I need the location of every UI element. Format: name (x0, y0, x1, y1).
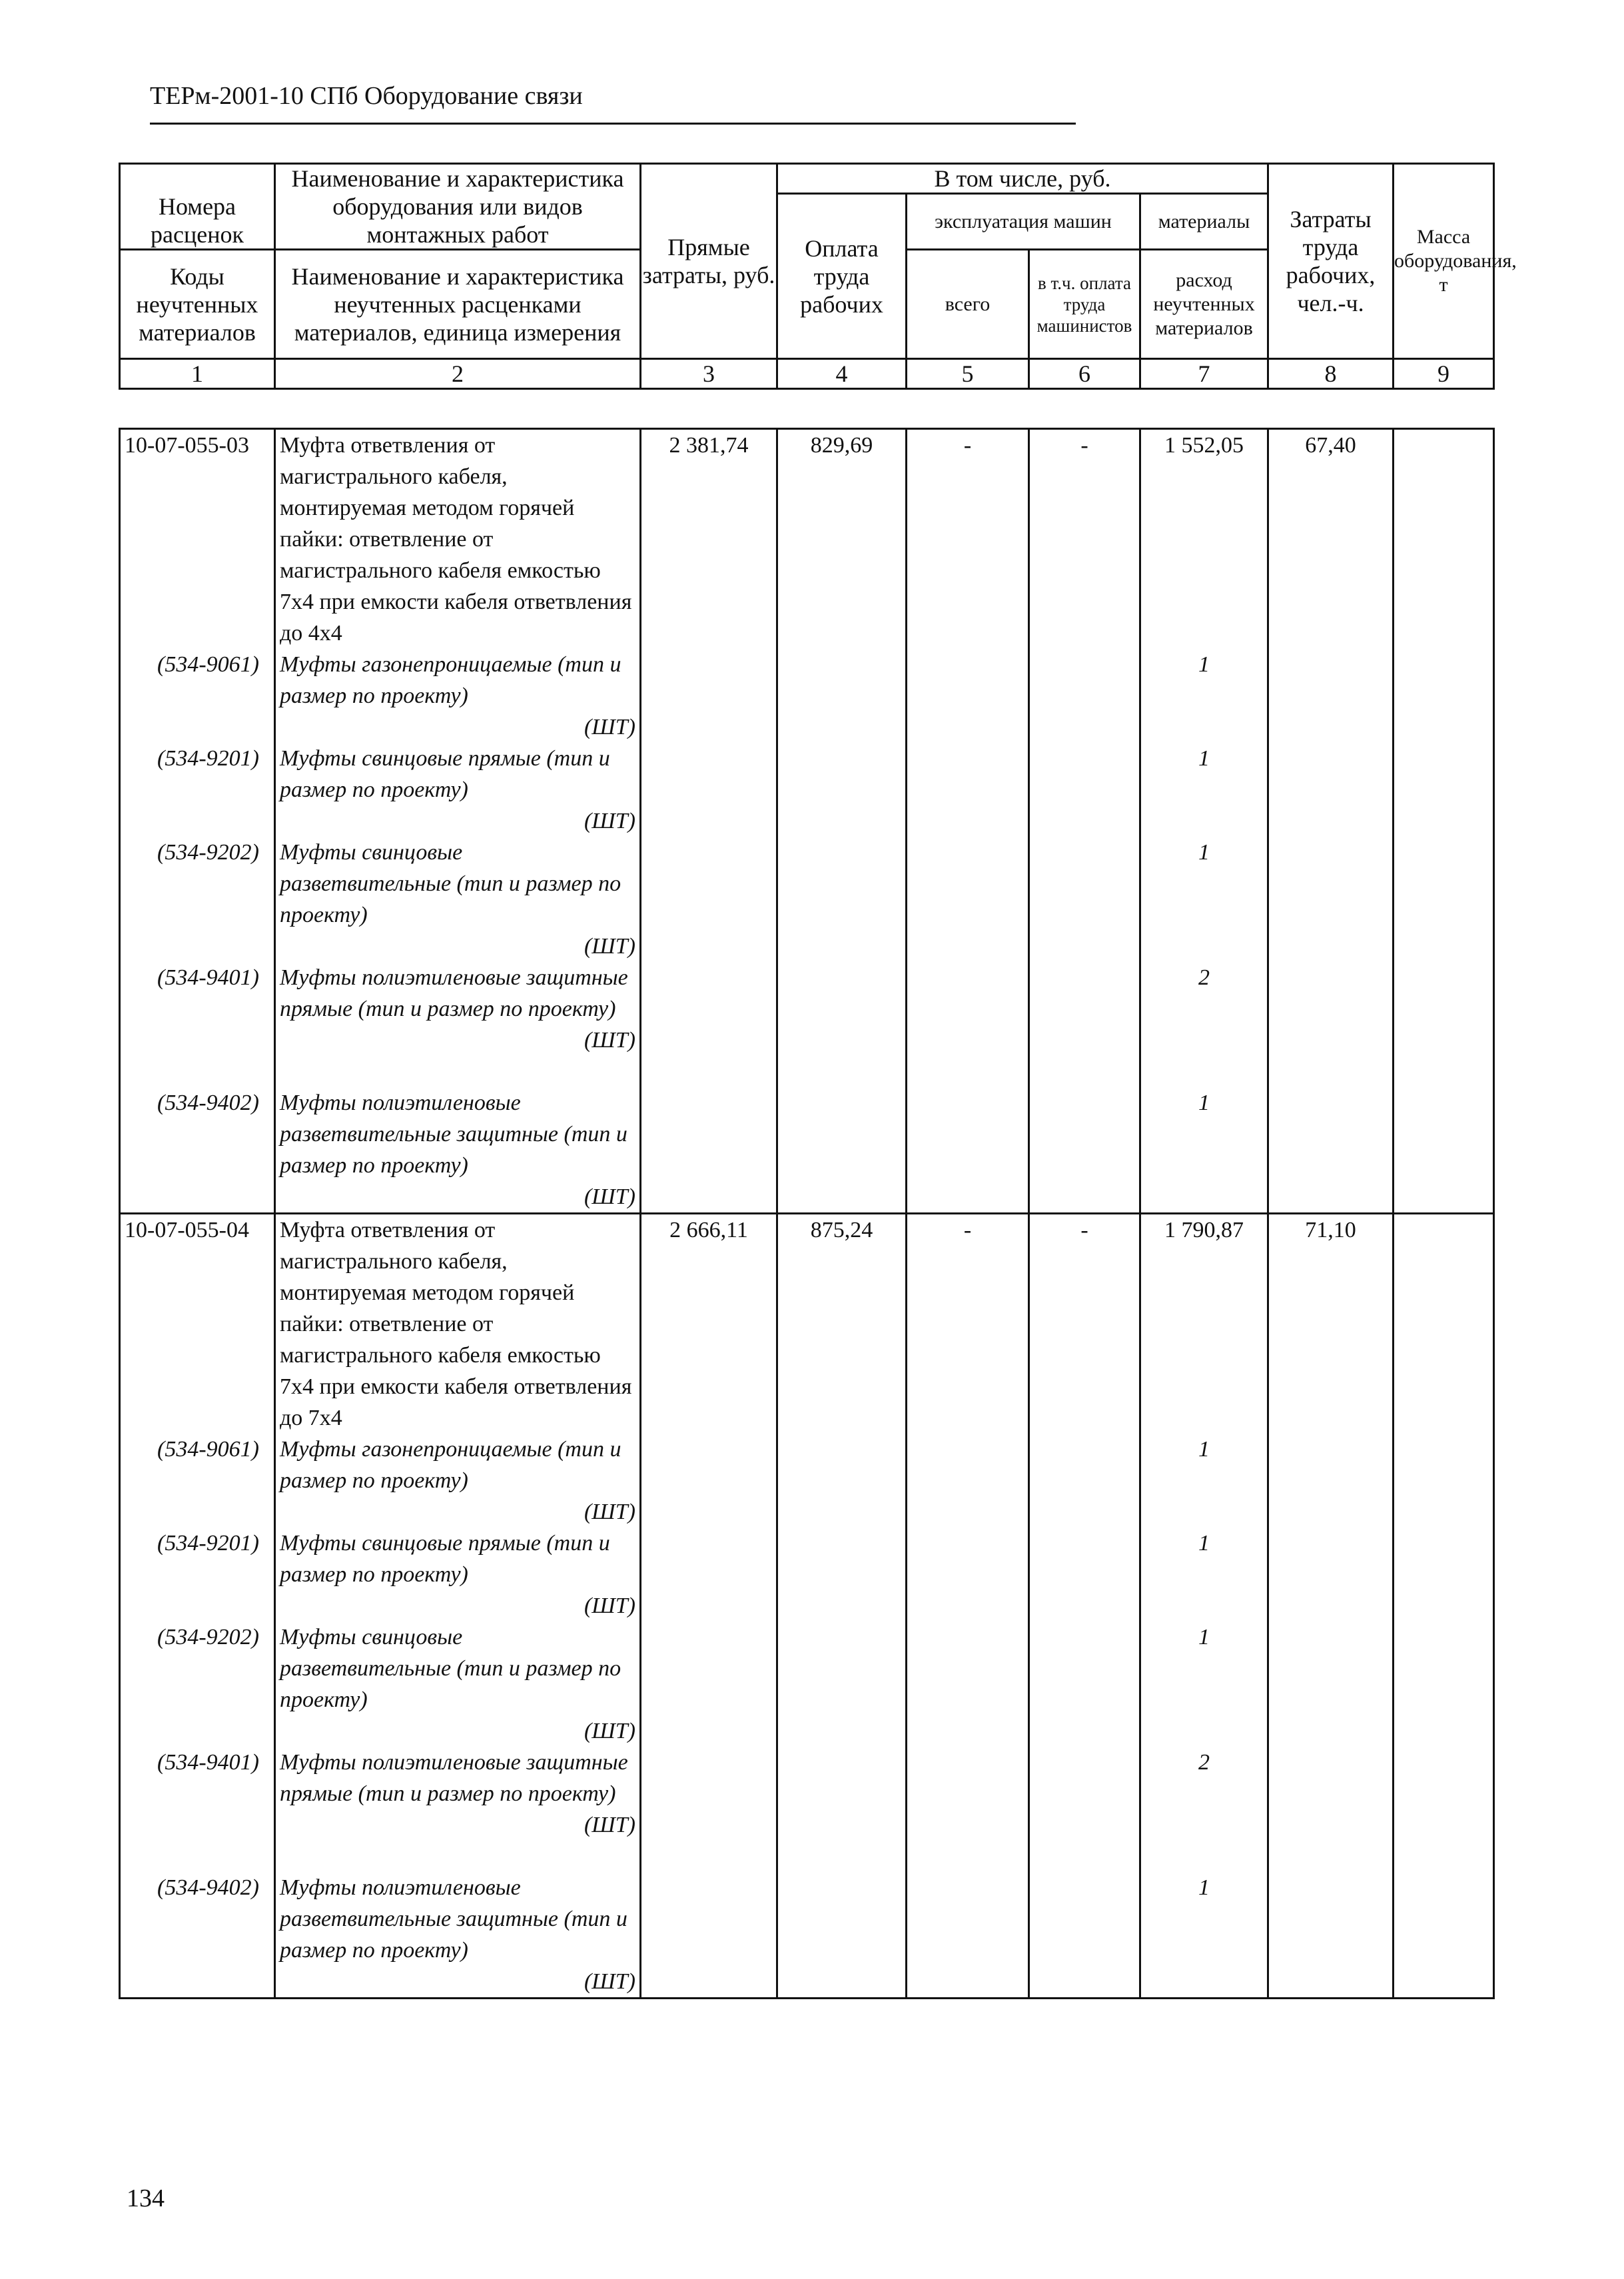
header-col3: Прямые затраты, руб. (641, 164, 777, 359)
material-quantity: 1 (1198, 746, 1210, 771)
material-unit: (ШТ) (584, 1028, 635, 1053)
header-col9: Масса оборудования, т (1394, 164, 1494, 359)
page-header: ТЕРм-2001-10 СПб Оборудование связи (150, 82, 583, 110)
material-quantity: 1 (1198, 1625, 1210, 1649)
equipment-mass (1394, 1214, 1494, 1434)
material-name: Муфты полиэтиленовые защитные прямые (тип и размер по проекту) (280, 1750, 628, 1806)
material-quantity: 2 (1198, 1750, 1210, 1775)
labor-hours: 67,40 (1268, 429, 1394, 650)
materials-cost: 1 552,05 (1140, 429, 1268, 650)
material-code: (534-9202) (157, 840, 259, 865)
header-col4: Оплата труда рабочих (777, 194, 907, 359)
labor-pay: 829,69 (777, 429, 907, 650)
column-number: 4 (777, 359, 907, 389)
material-code: (534-9202) (157, 1625, 259, 1649)
material-name: Муфты свинцовые разветвительные (тип и размер по проекту) (280, 840, 621, 927)
direct-costs: 2 666,11 (641, 1214, 777, 1434)
material-code: (534-9061) (157, 1437, 259, 1462)
material-unit: (ШТ) (584, 1813, 635, 1837)
material-name: Муфты полиэтиленовые защитные прямые (тип и размер по проекту) (280, 965, 628, 1021)
material-quantity: 1 (1198, 652, 1210, 677)
header-col1-top: Номера расценок (120, 164, 275, 250)
material-unit: (ШТ) (584, 934, 635, 959)
rate-name: Муфта ответвления от магистрального кабеля, монтируемая методом горячей пайки: ответвление от магистрального кабеля емкостью 7х4 при емкости кабеля ответвления до 4х4 (275, 429, 641, 650)
column-number: 2 (275, 359, 641, 389)
material-quantity: 1 (1198, 840, 1210, 865)
material-name: Муфты газонепроницаемые (тип и размер по проекту) (280, 1437, 621, 1493)
page-number: 134 (127, 2184, 165, 2212)
header-col7: расход неучтенных материалов (1140, 250, 1268, 359)
column-number: 9 (1394, 359, 1494, 389)
table-header (119, 163, 1517, 390)
header-group-label: В том числе, руб. (777, 164, 1268, 194)
material-code: (534-9061) (157, 652, 259, 677)
column-number: 6 (1029, 359, 1140, 389)
machines-total: - (907, 429, 1029, 650)
rate-code: 10-07-055-04 (120, 1214, 275, 1434)
material-name: Муфты свинцовые прямые (тип и размер по проекту) (280, 1531, 610, 1587)
material-unit: (ШТ) (584, 1969, 635, 1994)
material-code: (534-9402) (157, 1091, 259, 1115)
material-quantity: 1 (1198, 1437, 1210, 1462)
header-col8: Затраты труда рабочих, чел.-ч. (1268, 164, 1394, 359)
material-quantity: 1 (1198, 1875, 1210, 1900)
column-number: 1 (120, 359, 275, 389)
machinist-pay: - (1029, 1214, 1140, 1434)
header-machines: эксплуатация машин (907, 194, 1140, 250)
material-code: (534-9401) (157, 1750, 259, 1775)
machinist-pay: - (1029, 429, 1140, 650)
column-number: 3 (641, 359, 777, 389)
material-quantity: 2 (1198, 965, 1210, 990)
table-row (120, 649, 1494, 1214)
column-number: 5 (907, 359, 1029, 389)
table-row (120, 429, 1494, 650)
material-quantity: 1 (1198, 1091, 1210, 1115)
material-unit: (ШТ) (584, 1184, 635, 1209)
header-col5: всего (907, 250, 1029, 359)
rate-name: Муфта ответвления от магистрального кабеля, монтируемая методом горячей пайки: ответвление от магистрального кабеля емкостью 7х4 при емкости кабеля ответвления до 7х4 (275, 1214, 641, 1434)
materials-cost: 1 790,87 (1140, 1214, 1268, 1434)
header-col2-bottom: Наименование и характеристика неучтенных расценками материалов, единица измерения (275, 250, 641, 359)
labor-hours: 71,10 (1268, 1214, 1394, 1434)
labor-pay: 875,24 (777, 1214, 907, 1434)
material-code: (534-9201) (157, 746, 259, 771)
rates-table (119, 428, 1495, 1999)
material-name: Муфты свинцовые прямые (тип и размер по проекту) (280, 746, 610, 802)
material-unit: (ШТ) (584, 1500, 635, 1524)
material-code: (534-9402) (157, 1875, 259, 1900)
material-unit: (ШТ) (584, 809, 635, 833)
header-rule (150, 123, 1076, 125)
material-unit: (ШТ) (584, 1594, 635, 1618)
material-name: Муфты газонепроницаемые (тип и размер по проекту) (280, 652, 621, 708)
material-code: (534-9401) (157, 965, 259, 990)
equipment-mass (1394, 429, 1494, 650)
material-quantity: 1 (1198, 1531, 1210, 1556)
table-row (120, 1434, 1494, 1999)
material-code: (534-9201) (157, 1531, 259, 1556)
material-name: Муфты свинцовые разветвительные (тип и размер по проекту) (280, 1625, 621, 1712)
material-unit: (ШТ) (584, 1719, 635, 1743)
column-number: 7 (1140, 359, 1268, 389)
direct-costs: 2 381,74 (641, 429, 777, 650)
material-name: Муфты полиэтиленовые разветвительные защитные (тип и размер по проекту) (280, 1091, 627, 1178)
column-number: 8 (1268, 359, 1394, 389)
machines-total: - (907, 1214, 1029, 1434)
header-materials: материалы (1140, 194, 1268, 250)
header-col2-top: Наименование и характеристика оборудования или видов монтажных работ (275, 164, 641, 250)
header-col1-bottom: Коды неучтенных материалов (120, 250, 275, 359)
material-unit: (ШТ) (584, 715, 635, 739)
header-col6: в т.ч. оплата труда машинистов (1029, 250, 1140, 359)
table-row (120, 1214, 1494, 1434)
rate-code: 10-07-055-03 (120, 429, 275, 650)
material-name: Муфты полиэтиленовые разветвительные защитные (тип и размер по проекту) (280, 1875, 627, 1963)
